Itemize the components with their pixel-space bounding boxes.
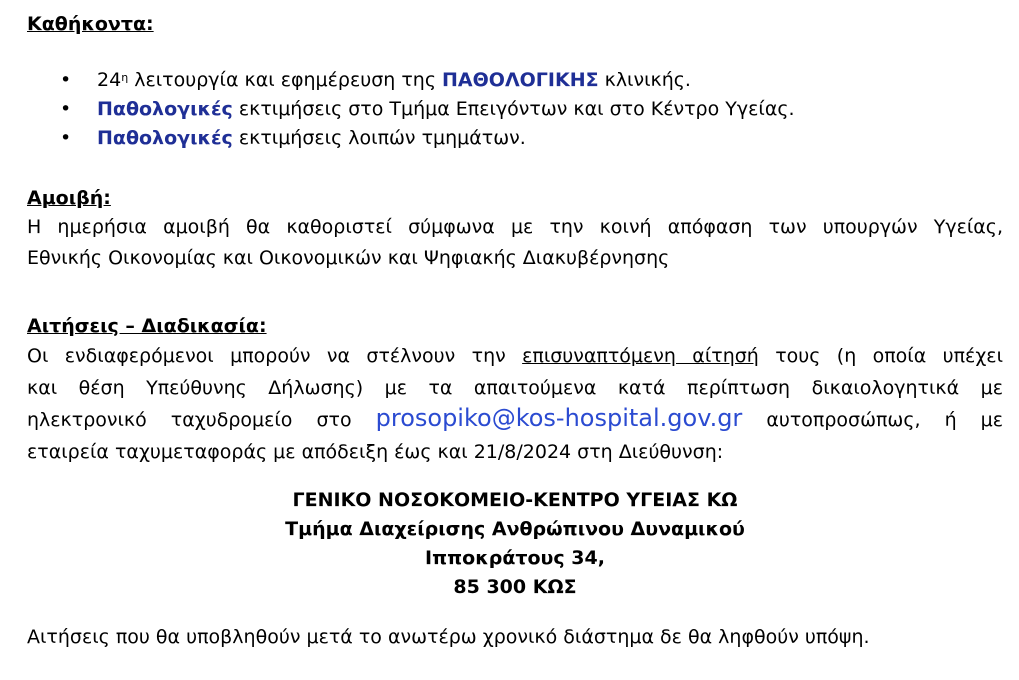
duty-emphasis: ΠΑΘΟΛΟΓΙΚΗΣ [442,69,599,91]
attached-application-link[interactable]: επισυναπτόμενη αίτησή [522,345,759,367]
address-organization: ΓΕΝΙΚΟ ΝΟΣΟΚΟΜΕΙΟ-ΚΕΝΤΡΟ ΥΓΕΙΑΣ ΚΩ [292,489,738,511]
duty-text: εκτιμήσεις στο Τμήμα Επειγόντων και στο Κέντρο Υγείας. [232,98,795,120]
list-item [27,95,795,124]
applications-heading: Αιτήσεις – Διαδικασία: [27,315,267,337]
address-department: Τμήμα Διαχείρισης Ανθρώπινου Δυναμικού [285,518,745,540]
applications-line-4: εταιρεία ταχυμεταφοράς με απόδειξη έως και 21/8/2024 στη Διεύθυνση: [27,441,724,463]
pay-line-2: Εθνικής Οικονομίας και Οικονομικών και Ψηφιακής Διακυβέρνησης [27,247,670,269]
duty-emphasis: Παθολογικές [97,98,233,120]
duty-text: λειτουργία και εφημέρευση της [128,69,443,91]
applications-text: ηλεκτρονικό ταχυδρομείο στο [27,409,376,431]
list-item [27,66,795,95]
applications-text: αυτοπροσώπως, ή με [742,409,1004,431]
duty-text: εκτιμήσεις λοιπών τμημάτων. [232,127,526,149]
bullet-icon: • [60,69,72,91]
applications-line-1 [27,340,1003,372]
applications-line-2: και θέση Υπεύθυνης Δήλωσης) με τα απαιτούμενα κατά περίπτωση δικαιολογητικά με [27,377,1003,399]
duties-heading: Καθήκοντα: [27,13,154,35]
address-street: Ιπποκράτους 34, [425,547,605,569]
duty-emphasis: Παθολογικές [97,127,233,149]
pay-heading: Αμοιβή: [27,187,111,209]
pay-paragraph [27,212,1003,274]
applications-line-3 [27,404,1003,436]
duty-prefix: 24 [97,69,122,91]
email-link[interactable]: prosopiko@kos-hospital.gov.gr [375,404,743,432]
pay-line-1: Η ημερήσια αμοιβή θα καθοριστεί σύμφωνα με την κοινή απόφαση των υπουργών Υγείας, [27,216,1003,238]
applications-text: τους (η οποία υπέχει [758,345,1003,367]
bullet-icon: • [60,127,72,149]
applications-text: Οι ενδιαφερόμενοι μπορούν να στέλνουν την [27,345,523,367]
address-postcode: 85 300 ΚΩΣ [453,576,577,598]
duty-text-end: κλινικής. [598,69,691,91]
duty-superscript: η [121,71,129,84]
applications-paragraph [27,340,1003,468]
footer-note: Αιτήσεις που θα υποβληθούν μετά το ανωτέρω χρονικό διάστημα δε θα ληφθούν υπόψη. [27,626,870,648]
bullet-icon: • [60,98,72,120]
duties-list [27,66,795,153]
address-block [27,486,1003,602]
list-item [27,124,795,153]
